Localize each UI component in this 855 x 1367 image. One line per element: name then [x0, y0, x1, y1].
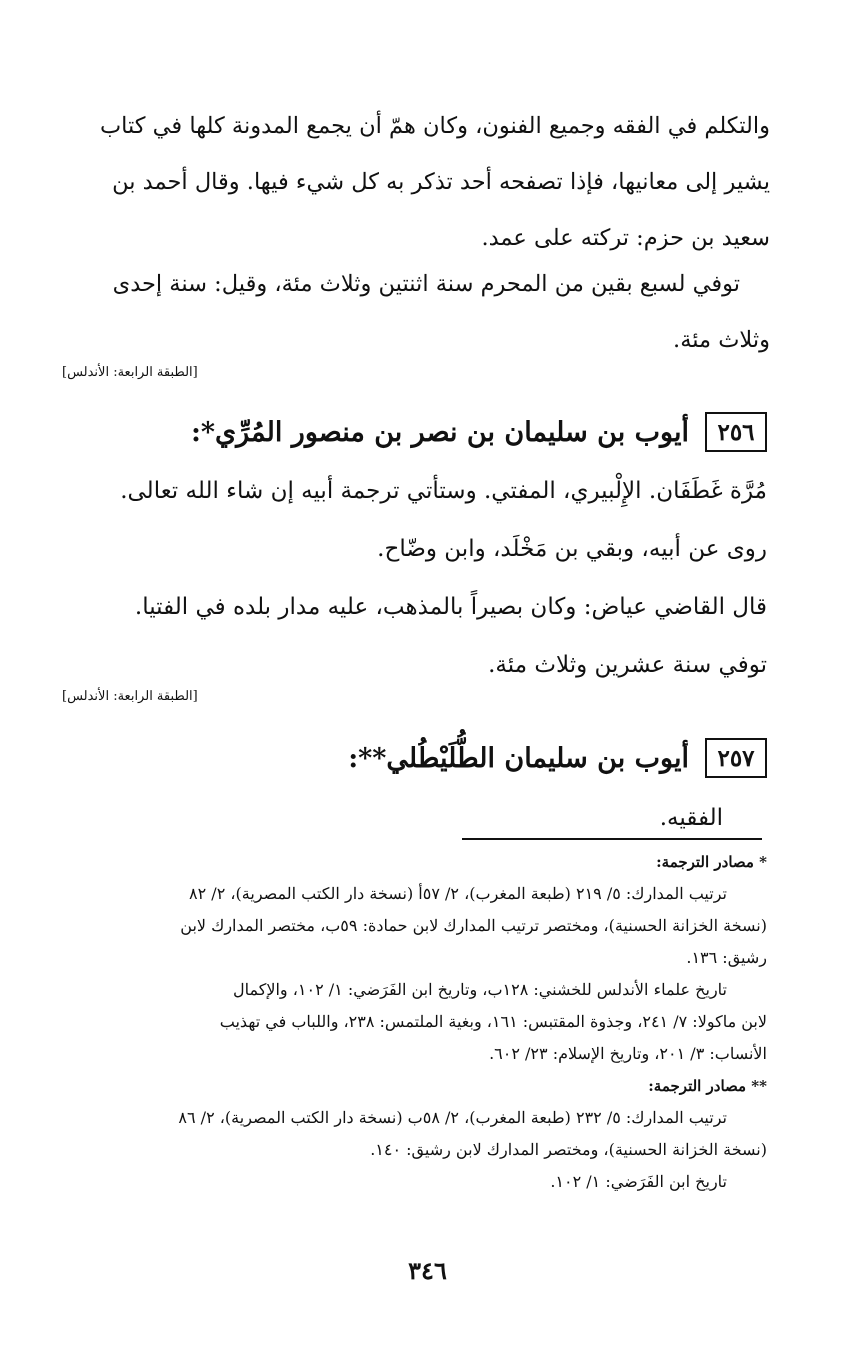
- text-line: روى عن أبيه، وبقي بن مَخْلَد، وابن وضّاح.: [377, 536, 767, 562]
- footnote-line: (نسخة الخزانة الحسنية)، ومختصر ترتيب المدارك لابن حمادة: ٥٩ب، مختصر المدارك لابن: [180, 916, 767, 935]
- entry-257-body: الفقيه.: [659, 805, 723, 831]
- prev-entry-paragraph-1: [50, 98, 770, 266]
- footnote-line: ترتيب المدارك: ٥/ ٢١٩ (طبعة المغرب)، ٢/ ٥٧أ (نسخة دار الكتب المصرية)، ٢/ ٨٢: [189, 884, 727, 903]
- footnote-heading: * مصادر الترجمة:: [656, 853, 767, 871]
- entry-256-heading: [191, 410, 767, 454]
- entry-name: أيوب بن سليمان بن نصر بن منصور المُرِّي*:: [190, 416, 689, 448]
- text-line: يشير إلى معانيها، فإذا تصفحه أحد تذكر به كل شيء فيها. وقال أحمد بن: [112, 169, 770, 195]
- footnote-heading: ** مصادر الترجمة:: [648, 1077, 767, 1095]
- footnotes: [47, 846, 767, 1198]
- entry-257-heading: [348, 736, 767, 780]
- footnote-line: (نسخة الخزانة الحسنية)، ومختصر المدارك لابن رشيق: ١٤٠.: [370, 1140, 767, 1159]
- footnote-line: رشيق: ١٣٦.: [686, 948, 767, 967]
- entry-number-box: ٢٥٦: [705, 412, 767, 452]
- text-line: وثلاث مئة.: [673, 327, 770, 353]
- entry-256-body: [67, 462, 767, 694]
- text-line: والتكلم في الفقه وجميع الفنون، وكان همّ أن يجمع المدونة كلها في كتاب: [99, 113, 770, 139]
- text-line: توفي سنة عشرين وثلاث مئة.: [488, 652, 767, 678]
- footnote-line: تاريخ علماء الأندلس للخشني: ١٢٨ب، وتاريخ ابن الفَرَضي: ١/ ١٠٢، والإكمال: [232, 980, 727, 999]
- footnote-line: لابن ماكولا: ٧/ ٢٤١، وجذوة المقتبس: ١٦١، وبغية الملتمس: ٢٣٨، واللباب في تهذيب: [219, 1012, 767, 1031]
- text-line: توفي لسبع بقين من المحرم سنة اثنتين وثلاث مئة، وقيل: سنة إحدى: [112, 271, 740, 297]
- footnote-divider: [462, 838, 762, 840]
- page-number: ٣٤٦: [408, 1256, 447, 1285]
- text-line: قال القاضي عياض: وكان بصيراً بالمذهب، عليه مدار بلده في الفتيا.: [134, 594, 767, 620]
- text-line: مُرَّة غَطَفَان. الإِلْبيري، المفتي. وستأتي ترجمة أبيه إن شاء الله تعالى.: [120, 478, 767, 504]
- text-line: سعيد بن حزم: تركته على عمد.: [481, 225, 770, 251]
- footnote-line: ترتيب المدارك: ٥/ ٢٣٢ (طبعة المغرب)، ٢/ ٥٨ب (نسخة دار الكتب المصرية)، ٢/ ٨٦: [178, 1108, 727, 1127]
- prev-entry-paragraph-2: [50, 256, 770, 368]
- footnote-line: تاريخ ابن الفَرَضي: ١/ ١٠٢.: [550, 1172, 727, 1191]
- footnote-line: الأنساب: ٣/ ٢٠١، وتاريخ الإسلام: ٢٣/ ٦٠٢.: [489, 1044, 767, 1063]
- tabaqa-label: [الطبقة الرابعة: الأندلس]: [62, 365, 198, 380]
- entry-name: أيوب بن سليمان الطُّلَيْطُلي**:: [348, 742, 689, 774]
- entry-number-box: ٢٥٧: [705, 738, 767, 778]
- tabaqa-label: [الطبقة الرابعة: الأندلس]: [62, 689, 198, 704]
